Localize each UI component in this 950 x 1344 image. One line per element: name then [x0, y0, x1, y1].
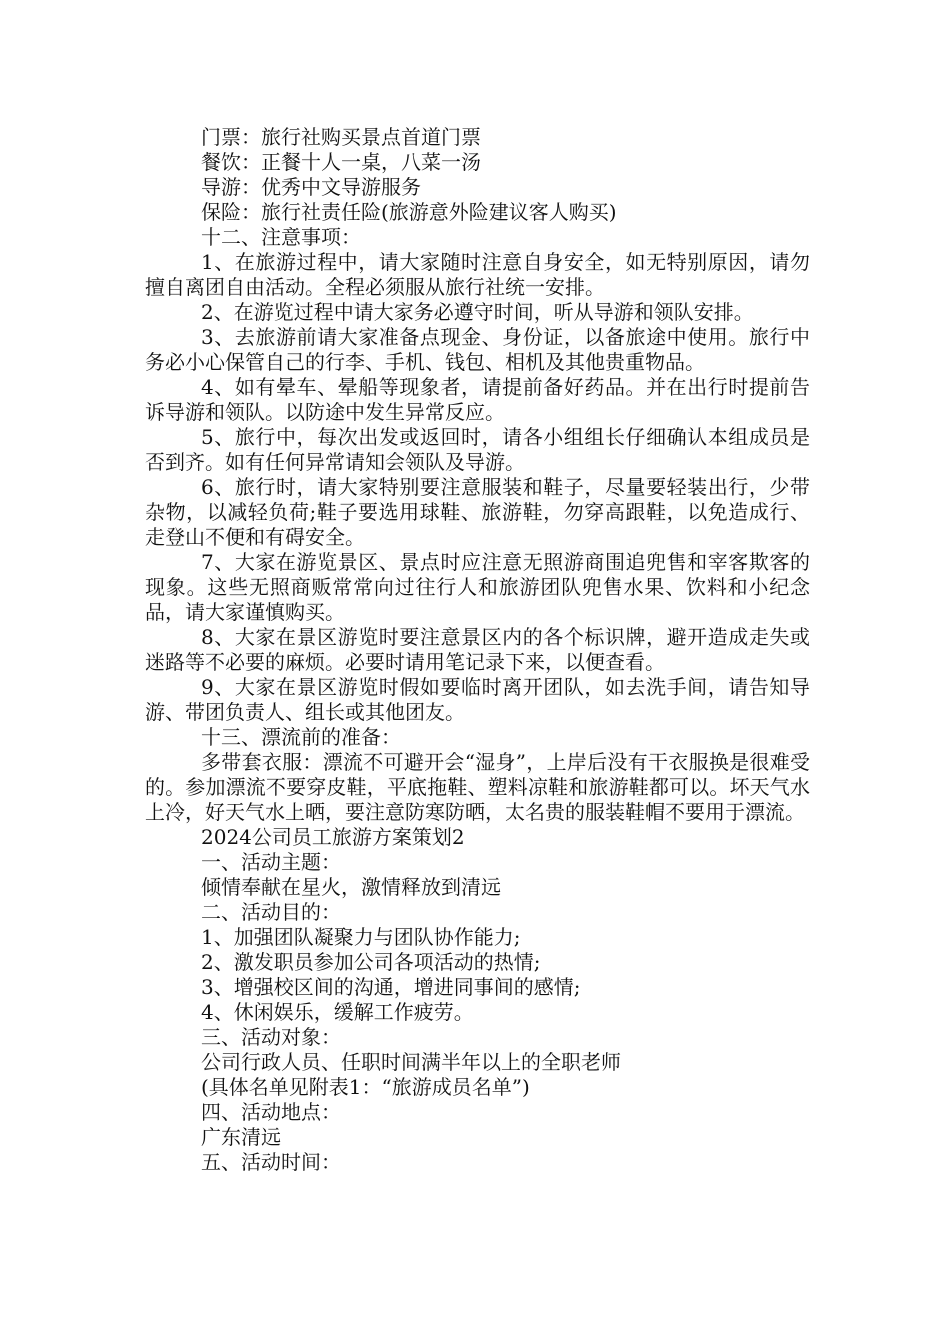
notice-item-5: 5、旅行中，每次出发或返回时，请各小组组长仔细确认本组成员是否到齐。如有任何异常请知会领队及导游。 [145, 425, 810, 474]
paragraph-guide: 导游：优秀中文导游服务 [201, 175, 421, 199]
purpose-item-4: 4、休闲娱乐，缓解工作疲劳。 [201, 1000, 474, 1024]
notice-item-3: 3、去旅游前请大家准备点现金、身份证，以备旅途中使用。旅行中务必小心保管自己的行李、手机、钱包、相机及其他贵重物品。 [145, 325, 810, 374]
notice-item-1: 1、在旅游过程中，请大家随时注意自身安全，如无特别原因，请勿擅自离团自由活动。全程必须服从旅行社统一安排。 [145, 250, 810, 299]
plan-2-title: 2024公司员工旅游方案策划2 [201, 825, 465, 849]
purpose-item-3: 3、增强校区间的沟通，增进同事间的感情; [201, 975, 581, 999]
notice-item-7: 7、大家在游览景区、景点时应注意无照游商围追兜售和宰客欺客的现象。这些无照商贩常常向过往行人和旅游团队兜售水果、饮料和小纪念品，请大家谨慎购买。 [145, 550, 810, 624]
notice-item-4: 4、如有晕车、晕船等现象者，请提前备好药品。并在出行时提前告诉导游和领队。以防途中发生异常反应。 [145, 375, 810, 424]
notice-item-2: 2、在游览过程中请大家务必遵守时间，听从导游和领队安排。 [201, 300, 754, 324]
paragraph-meals: 餐饮：正餐十人一桌，八菜一汤 [201, 150, 481, 174]
participants-text: 公司行政人员、任职时间满半年以上的全职老师 [201, 1050, 621, 1074]
location-text: 广东清远 [201, 1125, 281, 1149]
section-heading-theme: 一、活动主题： [201, 850, 341, 874]
section-heading-time: 五、活动时间： [201, 1150, 341, 1174]
notice-item-8: 8、大家在景区游览时要注意景区内的各个标识牌，避开造成走失或迷路等不必要的麻烦。必要时请用笔记录下来，以便查看。 [145, 625, 810, 674]
rafting-paragraph: 多带套衣服：漂流不可避开会“湿身”，上岸后没有干衣服换是很难受的。参加漂流不要穿皮鞋，平底拖鞋、塑料凉鞋和旅游鞋都可以。坏天气水上冷，好天气水上晒，要注意防寒防晒，太名贵的服装鞋帽不要用于漂流。 [145, 750, 810, 824]
section-heading-12: 十二、注意事项： [201, 225, 361, 249]
purpose-item-2: 2、激发职员参加公司各项活动的热情; [201, 950, 541, 974]
section-heading-participants: 三、活动对象： [201, 1025, 341, 1049]
notice-item-9: 9、大家在景区游览时假如要临时离开团队，如去洗手间，请告知导游、带团负责人、组长或其他团友。 [145, 675, 810, 724]
paragraph-tickets: 门票：旅行社购买景点首道门票 [201, 125, 481, 149]
participants-note: (具体名单见附表1：“旅游成员名单”) [201, 1075, 530, 1099]
section-heading-13: 十三、漂流前的准备： [201, 725, 401, 749]
purpose-item-1: 1、加强团队凝聚力与团队协作能力; [201, 925, 521, 949]
section-heading-purpose: 二、活动目的： [201, 900, 341, 924]
document-body [145, 125, 810, 1175]
section-heading-location: 四、活动地点： [201, 1100, 341, 1124]
paragraph-insurance: 保险：旅行社责任险(旅游意外险建议客人购买) [201, 200, 617, 224]
theme-text: 倾情奉献在星火，激情释放到清远 [201, 875, 501, 899]
notice-item-6: 6、旅行时，请大家特别要注意服装和鞋子，尽量要轻装出行，少带杂物，以减轻负荷;鞋子要选用球鞋、旅游鞋，勿穿高跟鞋，以免造成行、走登山不便和有碍安全。 [145, 475, 810, 549]
